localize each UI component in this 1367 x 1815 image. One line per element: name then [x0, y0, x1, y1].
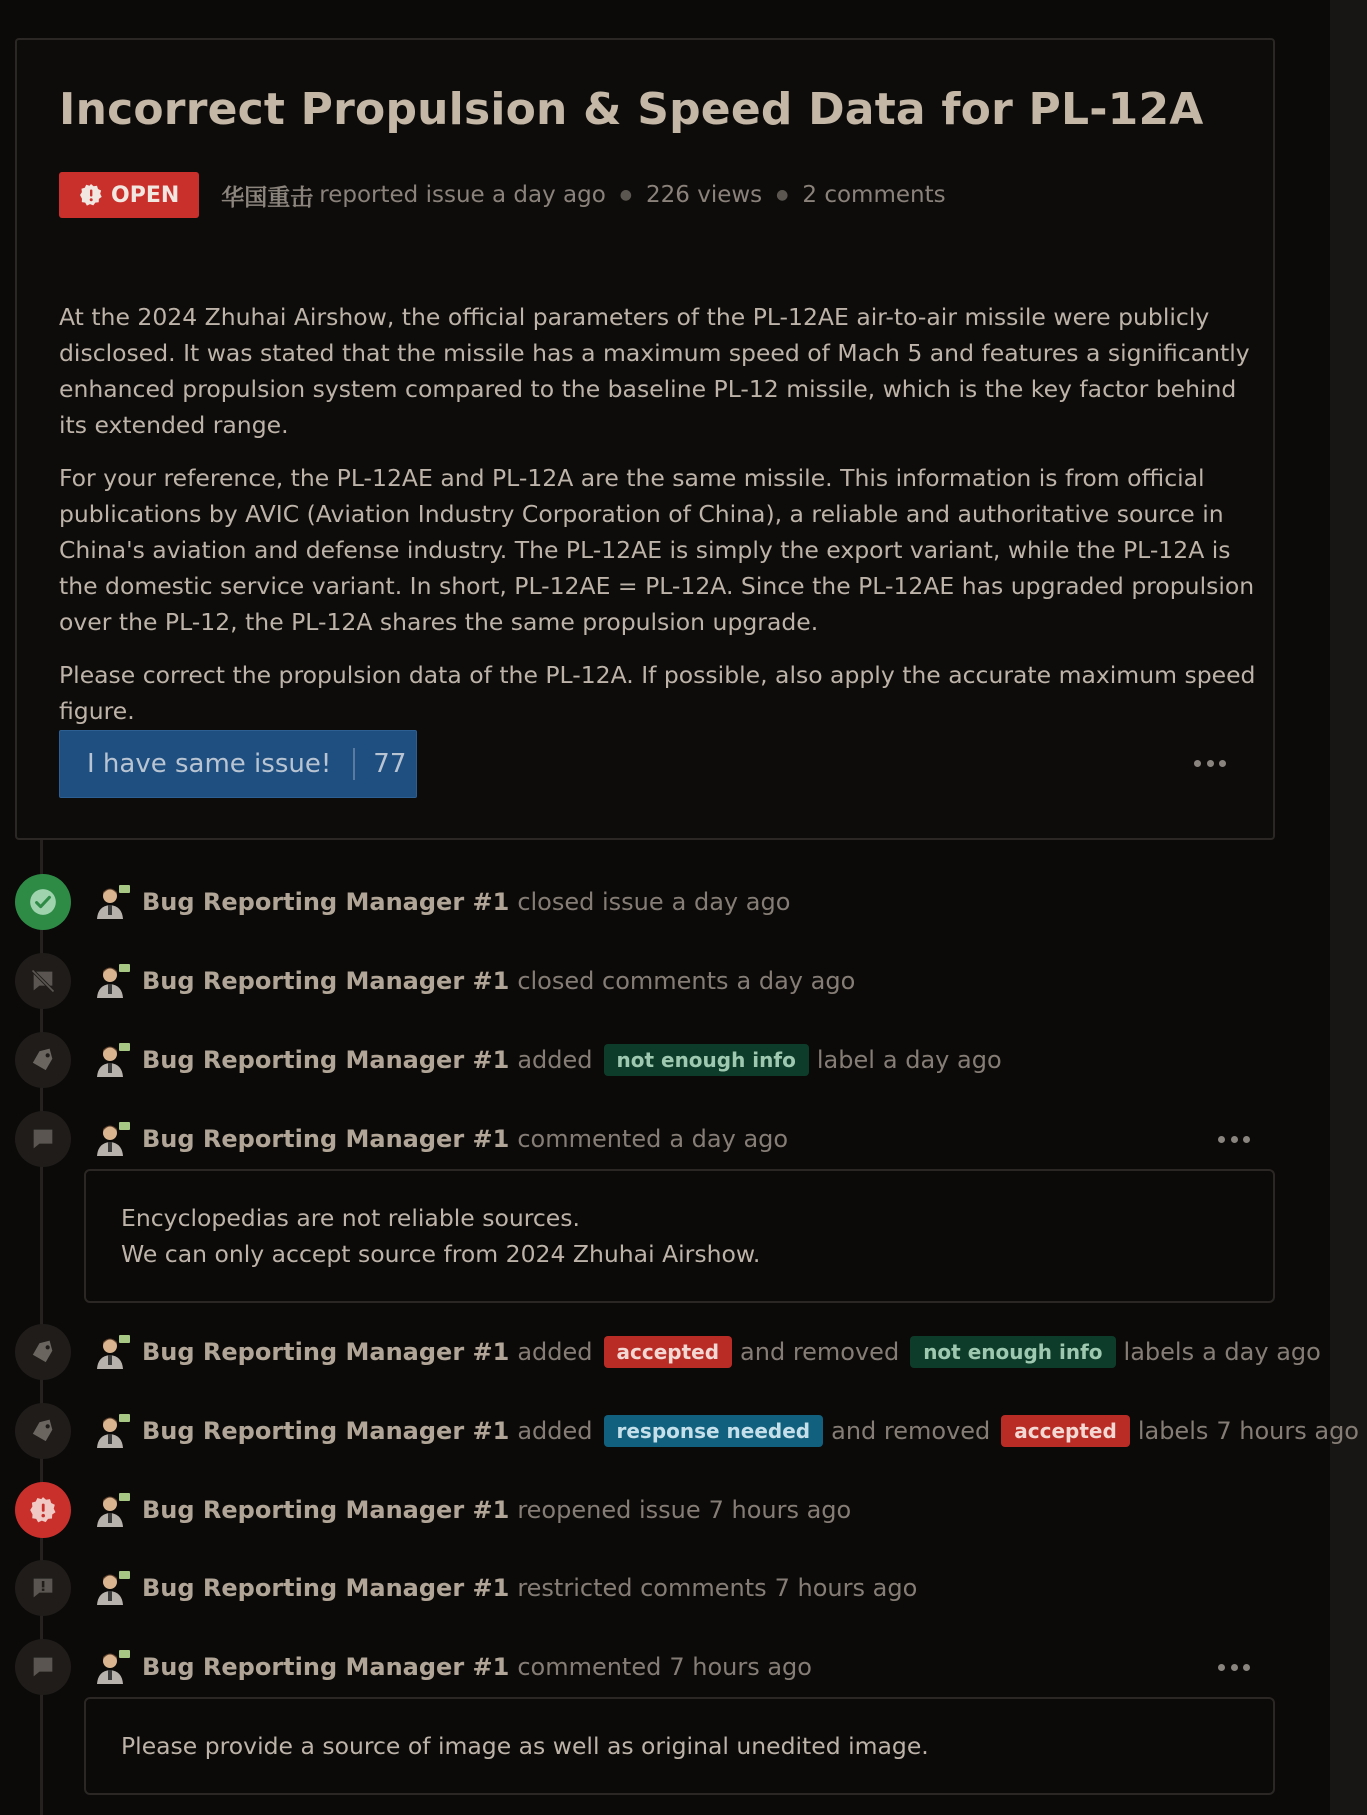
event-user[interactable]: Bug Reporting Manager #1: [142, 967, 510, 995]
avatar: [95, 1570, 131, 1606]
event-time: 7 hours ago: [1216, 1417, 1359, 1445]
comment-off-icon: [15, 953, 71, 1009]
event-middle: and removed: [831, 1417, 991, 1445]
timeline-event: [15, 1403, 1359, 1459]
timeline-event: [15, 1111, 1285, 1167]
timeline-event: [15, 1639, 1285, 1695]
label-accepted[interactable]: accepted: [1001, 1415, 1130, 1447]
event-user[interactable]: Bug Reporting Manager #1: [142, 1338, 510, 1366]
same-issue-button[interactable]: [59, 730, 417, 798]
event-action: commented: [517, 1653, 662, 1681]
event-action: reopened issue: [517, 1496, 701, 1524]
comment-box: [84, 1169, 1275, 1303]
avatar: [95, 1334, 131, 1370]
event-suffix: label: [816, 1046, 875, 1074]
alert-circle-icon: [15, 1482, 71, 1538]
comment-line: Encyclopedias are not reliable sources.: [121, 1204, 580, 1232]
status-text: OPEN: [111, 182, 180, 208]
issue-body: [59, 299, 1259, 746]
label-response-needed[interactable]: response needed: [604, 1415, 824, 1447]
event-user[interactable]: Bug Reporting Manager #1: [142, 1653, 510, 1681]
event-time: a day ago: [736, 967, 856, 995]
view-count: 226 views: [646, 182, 763, 208]
issue-title: Incorrect Propulsion & Speed Data for PL-12A: [59, 84, 1204, 135]
comment-icon: [15, 1639, 71, 1695]
same-issue-count: 77: [373, 749, 407, 779]
event-user[interactable]: Bug Reporting Manager #1: [142, 1417, 510, 1445]
event-action: commented: [517, 1125, 662, 1153]
tag-icon: [15, 1324, 71, 1380]
comment-icon: [15, 1111, 71, 1167]
meta-separator: ●: [776, 187, 789, 203]
check-circle-icon: [15, 874, 71, 930]
comment-count: 2 comments: [802, 182, 946, 208]
timeline-event: [15, 1560, 1285, 1616]
event-user[interactable]: Bug Reporting Manager #1: [142, 1046, 510, 1074]
event-time: a day ago: [1202, 1338, 1321, 1366]
issue-author[interactable]: 华国重击: [221, 184, 314, 211]
event-action: added: [517, 1417, 593, 1445]
label-not-enough-info[interactable]: not enough info: [910, 1336, 1115, 1368]
alert-badge-icon: [79, 183, 103, 207]
timeline-event: [15, 1482, 1285, 1538]
more-options-icon[interactable]: [1218, 1662, 1250, 1672]
event-time: a day ago: [671, 888, 791, 916]
avatar: [95, 1413, 131, 1449]
body-paragraph: Please correct the propulsion data of the PL-12A. If possible, also apply the accurate maximum speed figure.: [59, 661, 1256, 725]
meta-separator: ●: [619, 187, 632, 203]
event-user[interactable]: Bug Reporting Manager #1: [142, 888, 510, 916]
event-suffix: labels: [1123, 1338, 1195, 1366]
event-action: closed comments: [517, 967, 729, 995]
timeline-event: [15, 1324, 1321, 1380]
body-paragraph: At the 2024 Zhuhai Airshow, the official parameters of the PL-12AE air-to-air missile were publicly disclosed. It was stated that the missile has a maximum speed of Mach 5 and features a significantly enhanced propulsion system compared to the baseline PL-12 missile, which is the key factor behind its extended range.: [59, 303, 1250, 439]
event-suffix: labels: [1137, 1417, 1209, 1445]
body-paragraph: For your reference, the PL-12AE and PL-12A are the same missile. This information is from official publications by AVIC (Aviation Industry Corporation of China), a reliable and authoritative source in China's aviation and defense industry. The PL-12AE is simply the export variant, while the PL-12A is the domestic service variant. In short, PL-12AE = PL-12A. Since the PL-12AE has upgraded propulsion over the PL-12, the PL-12A shares the same propulsion upgrade.: [59, 464, 1255, 636]
label-accepted[interactable]: accepted: [604, 1336, 733, 1368]
timeline-event: [15, 953, 1285, 1009]
avatar: [95, 963, 131, 999]
status-badge: [59, 172, 199, 218]
avatar: [95, 884, 131, 920]
event-time: a day ago: [882, 1046, 1002, 1074]
timeline-event: [15, 1032, 1285, 1088]
issue-card: [15, 38, 1275, 840]
label-not-enough-info[interactable]: not enough info: [604, 1044, 809, 1076]
tag-icon: [15, 1403, 71, 1459]
event-user[interactable]: Bug Reporting Manager #1: [142, 1496, 510, 1524]
event-action: restricted comments: [517, 1574, 767, 1602]
event-user[interactable]: Bug Reporting Manager #1: [142, 1574, 510, 1602]
event-user[interactable]: Bug Reporting Manager #1: [142, 1125, 510, 1153]
reported-text: reported issue a day ago: [319, 182, 606, 208]
more-options-icon[interactable]: [1218, 1134, 1250, 1144]
event-time: 7 hours ago: [708, 1496, 852, 1524]
same-issue-label: I have same issue!: [87, 749, 332, 779]
event-action: added: [517, 1046, 593, 1074]
avatar: [95, 1492, 131, 1528]
event-action: added: [517, 1338, 593, 1366]
tag-icon: [15, 1032, 71, 1088]
avatar: [95, 1042, 131, 1078]
event-action: closed issue: [517, 888, 664, 916]
event-time: 7 hours ago: [774, 1574, 918, 1602]
comment-line: Please provide a source of image as well as original unedited image.: [121, 1732, 929, 1760]
issue-meta: [59, 171, 946, 219]
event-time: a day ago: [669, 1125, 789, 1153]
comment-alert-icon: [15, 1560, 71, 1616]
avatar: [95, 1121, 131, 1157]
comment-box: [84, 1697, 1275, 1795]
comment-line: We can only accept source from 2024 Zhuhai Airshow.: [121, 1240, 761, 1268]
event-time: 7 hours ago: [669, 1653, 812, 1681]
event-middle: and removed: [740, 1338, 900, 1366]
timeline-event: [15, 874, 1285, 930]
avatar: [95, 1649, 131, 1685]
page-gutter: [1330, 0, 1367, 1815]
more-options-icon[interactable]: [1194, 758, 1226, 768]
